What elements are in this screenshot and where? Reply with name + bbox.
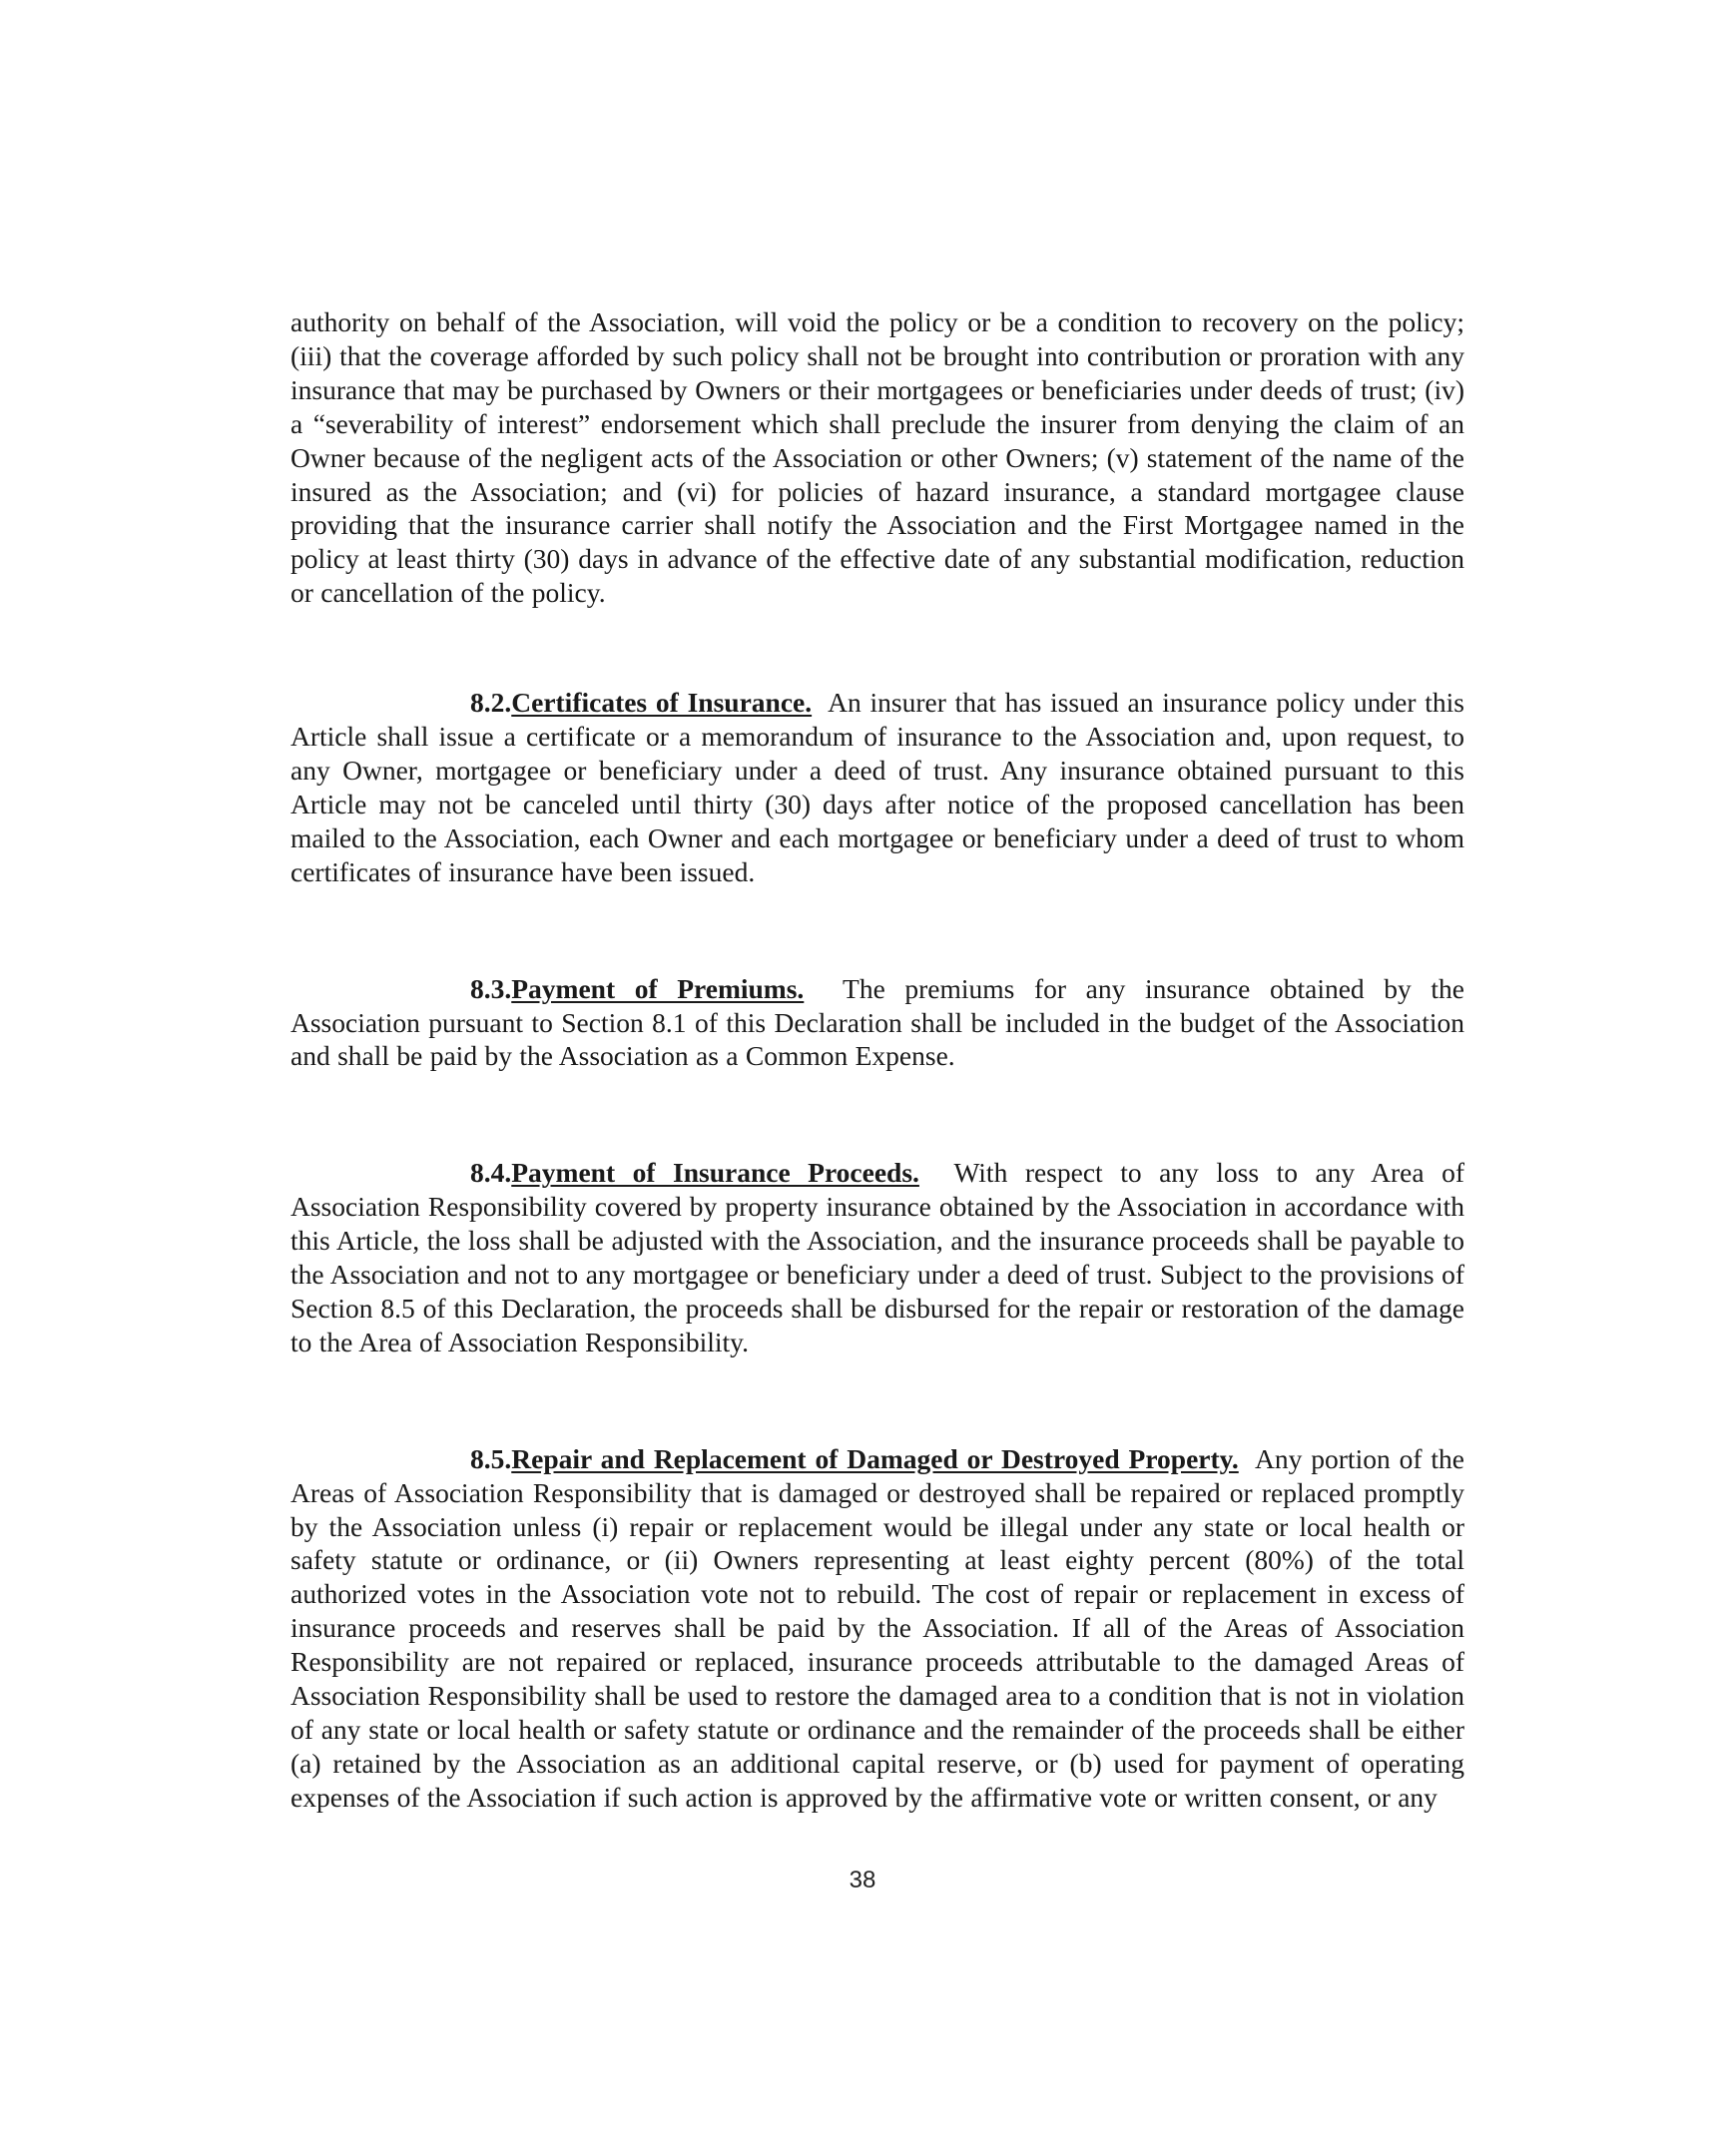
page-number: 38 <box>849 1867 876 1893</box>
section-8-5 <box>290 1442 1464 1815</box>
section-title: Certificates of Insurance. <box>511 687 813 719</box>
page-body <box>290 305 1464 1815</box>
section-title: Repair and Replacement of Damaged or Destroyed Property. <box>511 1442 1239 1474</box>
section-number: 8.5. <box>470 1442 512 1474</box>
section-number: 8.2. <box>470 687 512 719</box>
section-number: 8.3. <box>470 972 512 1004</box>
section-text: The premiums for any insurance obtained by the Association pursuant to Section 8.1 of this Declaration shall be included in the budget of the Association and shall be paid by the Association as a Common Expense. <box>290 972 1464 1072</box>
section-8-3 <box>290 972 1464 1074</box>
section-text: Any portion of the Areas of Association Responsibility that is damaged or destroyed shall be repaired or replaced promptly by the Association unless (i) repair or replacement would be illegal under any state or local health or safety statute or ordinance, or (ii) Owners representing at least eighty percent (80%) of the total authorized votes in the Association vote not to rebuild. The cost of repair or replacement in excess of insurance proceeds and reserves shall be paid by the Association. If all of the Areas of Association Responsibility are not repaired or replaced, insurance proceeds attributable to the damaged Areas of Association Responsibility shall be used to restore the damaged area to a condition that is not in violation of any state or local health or safety statute or ordinance and the remainder of the proceeds shall be either (a) retained by the Association as an additional capital reserve, or (b) used for payment of operating expenses of the Association if such action is approved by the affirmative vote or written consent, or any <box>290 1442 1464 1813</box>
continuation-paragraph: authority on behalf of the Association, will void the policy or be a condition to recovery on the policy; (iii) that the coverage afforded by such policy shall not be brought into contribution or proration with any insurance that may be purchased by Owners or their mortgagees or beneficiaries under deeds of trust; (iv) a “severability of interest” endorsement which shall preclude the insurer from denying the claim of an Owner because of the negligent acts of the Association or other Owners; (v) statement of the name of the insured as the Association; and (vi) for policies of hazard insurance, a standard mortgagee clause providing that the insurance carrier shall notify the Association and the First Mortgagee named in the policy at least thirty (30) days in advance of the effective date of any substantial modification, reduction or cancellation of the policy. <box>290 306 1464 609</box>
section-text: An insurer that has issued an insurance policy under this Article shall issue a certificate or a memorandum of insurance to the Association and, upon request, to any Owner, mortgagee or beneficiary under a deed of trust. Any insurance obtained pursuant to this Article may not be canceled until thirty (30) days after notice of the proposed cancellation has been mailed to the Association, each Owner and each mortgagee or beneficiary under a deed of trust to whom certificates of insurance have been issued. <box>290 687 1465 887</box>
section-title: Payment of Premiums. <box>511 972 805 1004</box>
section-title: Payment of Insurance Proceeds. <box>511 1157 919 1189</box>
section-8-2 <box>290 686 1464 888</box>
section-number: 8.4. <box>470 1157 512 1189</box>
section-8-4 <box>290 1156 1464 1358</box>
section-text: With respect to any loss to any Area of Association Responsibility covered by property insurance obtained by the Association in accordance with this Article, the loss shall be adjusted with the Association, and the insurance proceeds shall be payable to the Association and not to any mortgagee or beneficiary under a deed of trust. Subject to the provisions of Section 8.5 of this Declaration, the proceeds shall be disbursed for the repair or restoration of the damage to the Area of Association Responsibility. <box>290 1157 1464 1357</box>
